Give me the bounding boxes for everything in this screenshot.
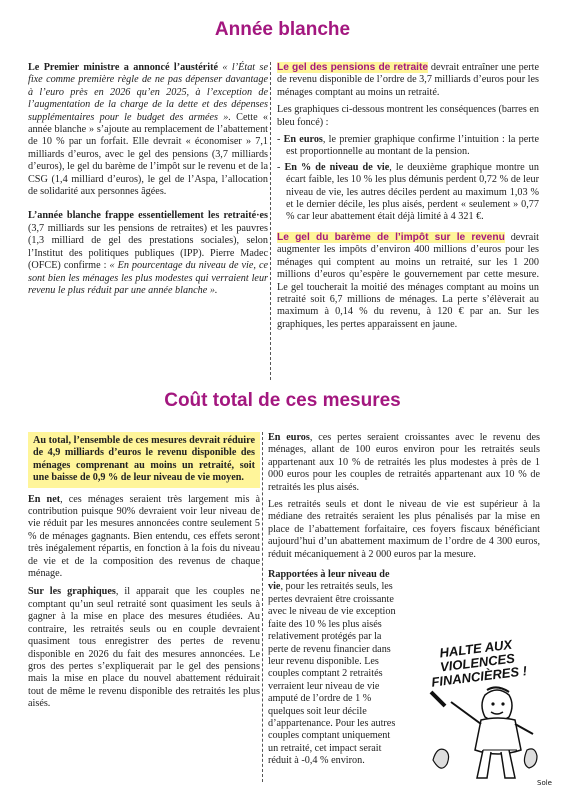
cout-total-left-column [28, 432, 260, 716]
lead-bold: En euros [268, 432, 310, 443]
lead-bold: L’année blanche frappe essentiellement les retraité·es [28, 210, 268, 222]
column-divider [262, 432, 263, 782]
list-item: - En % de niveau de vie, le deuxième graphique montre un écart faible, les 10 % les plus démunis perdent 0,72 % de leur niveau de vie, les autres déciles perdent au maximum 1,03 % et le dernier décile, les plus aisés, perdent « seulement » 0,77 % car leur abattement était déjà limité à 4 321 €. [277, 161, 539, 223]
cartoon-caption: HALTE AUX VIOLENCES FINANCIÈRES ! [430, 636, 528, 690]
paragraph [268, 432, 540, 494]
consequences-list [277, 134, 539, 224]
quote: « l’État se fixe comme première règle de ne pas dépenser davantage à l’euro près en 2026 qu’en 2025, à l’exception de l’augmentation de la charge de la dette et des dépenses supplémentaires pour le budget des armées ». [28, 62, 268, 123]
paragraph [28, 62, 268, 198]
item-bold: En % de niveau de vie [284, 161, 390, 173]
subheading: Le gel du barème de l’impôt sur le revenu [277, 231, 505, 243]
cartoon-illustration [405, 636, 552, 788]
lead-bold: Sur les graphiques [28, 586, 116, 598]
paragraph [277, 232, 539, 331]
text: , le premier graphique confirme l’intuition : la perte est proportionnelle au montant de la pension. [286, 134, 540, 158]
cartoon-signature: Sole [537, 779, 552, 787]
intro-highlight [28, 432, 260, 488]
quote: « En pourcentage du niveau de vie, ce sont bien les ménages les plus modestes qui verraient leur revenu le plus réduit par une année blanche ». [28, 260, 268, 296]
lead-bold: En net [28, 493, 61, 505]
text: devrait entraîner une perte de revenu disponible de l’ordre de 3,7 milliards d’euros pour les ménages comptant au moins un retraité. [277, 62, 539, 98]
list-item: - En euros, le premier graphique confirme l’intuition : la perte est proportionnelle au montant de la pension. [277, 134, 540, 158]
text: Cette « année blanche » s’ajoute au remplacement de l’abattement de 10 % par un forfait. Elle devrait « économiser » 7,1 milliards d’euros, avec le gel des pensions (3,7 milliards d’euros), le gel du barème de l’impôt sur le revenu et de la CSG (1,4 milliard d’euros), le gel de l’Aspa, l’allocation de solidarité aux personnes âgées. [28, 111, 268, 198]
paragraph [28, 494, 260, 581]
item-bold: En euros [283, 134, 323, 146]
section-title-annee-blanche: Année blanche [214, 19, 351, 40]
text: , pour les retraités seuls, les pertes devraient être croissante avec le niveau de vie exception faite des 10 % les plus aisés relativement protégés par la perte de revenu financier dans leur revenu disponible. Les couples comptant 2 retraités verraient leur niveau de vie amputé de l’ordre de 1 % quelques soit leur décile d’appartenance. Pour les autres couples comptant uniquement un retraité, cet impact serait réduit à -0,4 % environ. [268, 581, 396, 767]
text: (3,7 milliards sur les pensions de retraites) et les pauvres (1,3 milliard de gel des prestations sociales), selon l’Institut des politiques publiques (IPP). Pierre Madec (OFCE) confirme : [28, 222, 268, 272]
text: , ces ménages seraient très largement mis à contribution puisque 90% devraient voir leur niveau de vie réduit par les mesures annoncées contre seulement 5 % de ménages gagnants. Bien entendu, ces effets seront très inégalement répartis, en fonction à la fois du niveau de vie et de la composition des revenus de chaque ménage. [28, 493, 260, 580]
lead-bold: Le Premier ministre a annoncé l’austérité [28, 62, 219, 73]
annee-blanche-right-column [277, 62, 539, 336]
text: , il apparait que les couples ne comptant qu’un seul retraité sont quasiment les seuls à gagner à la mise en place des mesures étudiées. Au contraire, les retraités seuls ou en couple devraient quasiment tous enregistrer des pertes de revenu disponible en 2026 du fait des mesures annoncées. Le gros des pertes s’expliquerait par le gel des pensions mais la mise en place du nouvel abattement réduirait tout de même le revenu disponible des retraités les plus aisés. [28, 586, 260, 710]
paragraph: Les retraités seuls et dont le niveau de vie est supérieur à la médiane des retraités seraient les plus pénalisés par la mise en place de l’abattement forfaitaire, ces foyers fiscaux bénéficiant aujourd’hui d’un abattement maximum de l’ordre de 4 300 euros, réduit mécaniquement à 2 000 euros par la mesure. [268, 499, 540, 560]
text: , le deuxième graphique montre un écart faible, les 10 % les plus démunis perdent 0,72 % de leur niveau de vie, les autres déciles perdent au maximum 1,03 % et le dernier décile, les plus aisés, perdent « seulement » 0,77 % car leur abattement était déjà limité à 4 321 €. [286, 161, 539, 223]
cartoon-drawing [405, 640, 550, 788]
paragraph: Les graphiques ci-dessous montrent les conséquences (barres en bleu foncé) : [277, 104, 539, 128]
paragraph [28, 210, 268, 297]
section-title-cout-total: Coût total de ces mesures [164, 390, 401, 411]
column-divider [270, 62, 271, 380]
subheading: Le gel des pensions de retraite [277, 62, 429, 73]
text: , ces pertes seraient croissantes avec le revenu des ménages, allant de 100 euros environ pour les retraités seuls appartenant aux 10 % de retraités les plus modestes à près de 1 000 euros pour les couples de retraités appartenant aux 10 % de retraités les plus aisés. [268, 432, 540, 493]
intro-text: Au total, l’ensemble de ces mesures devrait réduire de 4,9 milliards d’euros le revenu disponible des ménages comprenant au moins un retraité, soit une baisse de 0,9 % de leur niveau de vie moyen. [33, 435, 255, 484]
lead-bold: Rapportées à leur niveau de vie [268, 569, 390, 593]
paragraph [28, 586, 260, 710]
paragraph [268, 569, 402, 768]
paragraph [277, 62, 539, 99]
annee-blanche-left-column [28, 62, 268, 302]
text: devrait augmenter les impôts d’environ 400 millions d’euros pour les ménages qui comptent au moins un retraité, sur les 1 200 millions d’euros qu’espère le gouvernement par cette mesure. Le gel toucherait la moitié des ménages comptant au moins un retraité soit 6,7 millions de ménages. La perte s’élèverait au maximum à 0,14 % du revenu, à 120 € par an. Sur les graphiques, les pertes apparaissent en jaune. [277, 231, 539, 330]
